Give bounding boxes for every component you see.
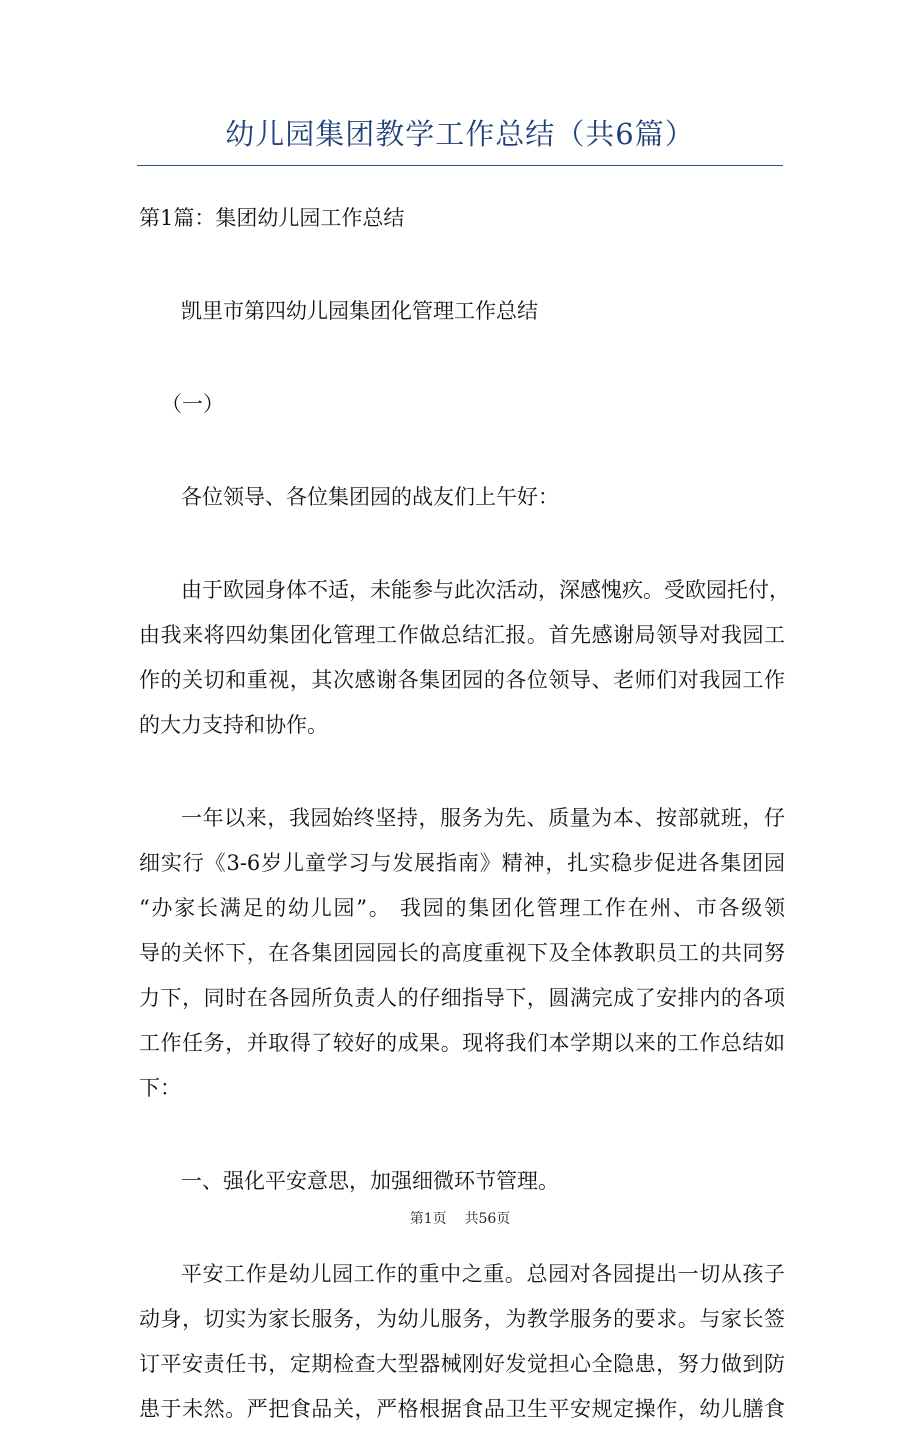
page-total: 共56页 xyxy=(464,1211,511,1227)
paragraph-line: 细实行《3-6岁儿童学习与发展指南》精神，扎实稳步促进各集团园 xyxy=(139,851,785,875)
greeting: 各位领导、各位集团园的战友们上午好： xyxy=(181,485,559,509)
paragraph-3 xyxy=(139,1252,785,1432)
subsection-heading: 一、强化平安意思，加强细微环节管理。 xyxy=(181,1169,559,1193)
paragraph-line: 一年以来，我园始终坚持，服务为先、质量为本、按部就班，仔 xyxy=(181,806,785,830)
paragraph-line: 患于未然。严把食品关，严格根据食品卫生平安规定操作，幼儿膳食 xyxy=(139,1397,785,1421)
paragraph-line: 由我来将四幼集团化管理工作做总结汇报。首先感谢局领导对我园工 xyxy=(139,623,785,647)
paragraph-2 xyxy=(139,796,785,1111)
paragraph-line: 导的关怀下，在各集团园园长的高度重视下及全体教职员工的共同努 xyxy=(139,941,785,965)
paragraph-line: 订平安责任书，定期检查大型器械刚好发觉担心全隐患，努力做到防 xyxy=(139,1352,785,1376)
paragraph-line: 工作任务，并取得了较好的成果。现将我们本学期以来的工作总结如 xyxy=(139,1031,785,1055)
page-footer xyxy=(0,1208,920,1228)
section-heading: 第1篇：集团幼儿园工作总结 xyxy=(139,206,405,230)
document-title: 幼儿园集团教学工作总结（共6篇） xyxy=(225,117,695,151)
paragraph-line: 下： xyxy=(139,1076,181,1100)
paragraph-line: 的大力支持和协作。 xyxy=(139,713,328,737)
paragraph-line: “办家长满足的幼儿园”。 我园的集团化管理工作在州、市各级领 xyxy=(139,896,785,920)
paragraph-line: 平安工作是幼儿园工作的重中之重。总园对各园提出一切从孩子 xyxy=(181,1262,785,1286)
paragraph-line: 作的关切和重视，其次感谢各集团园的各位领导、老师们对我园工作 xyxy=(139,668,785,692)
title-underline xyxy=(137,165,783,166)
section-number: （一） xyxy=(161,392,224,416)
document-subtitle: 凯里市第四幼儿园集团化管理工作总结 xyxy=(181,299,538,323)
page-number: 第1页 xyxy=(409,1211,447,1227)
paragraph-line: 由于欧园身体不适，未能参与此次活动，深感愧疚。受欧园托付， xyxy=(181,578,790,602)
paragraph-line: 力下，同时在各园所负责人的仔细指导下，圆满完成了安排内的各项 xyxy=(139,986,785,1010)
paragraph-line: 动身，切实为家长服务，为幼儿服务，为教学服务的要求。与家长签 xyxy=(139,1307,785,1331)
paragraph-1 xyxy=(139,568,790,748)
document-body xyxy=(139,196,790,1432)
